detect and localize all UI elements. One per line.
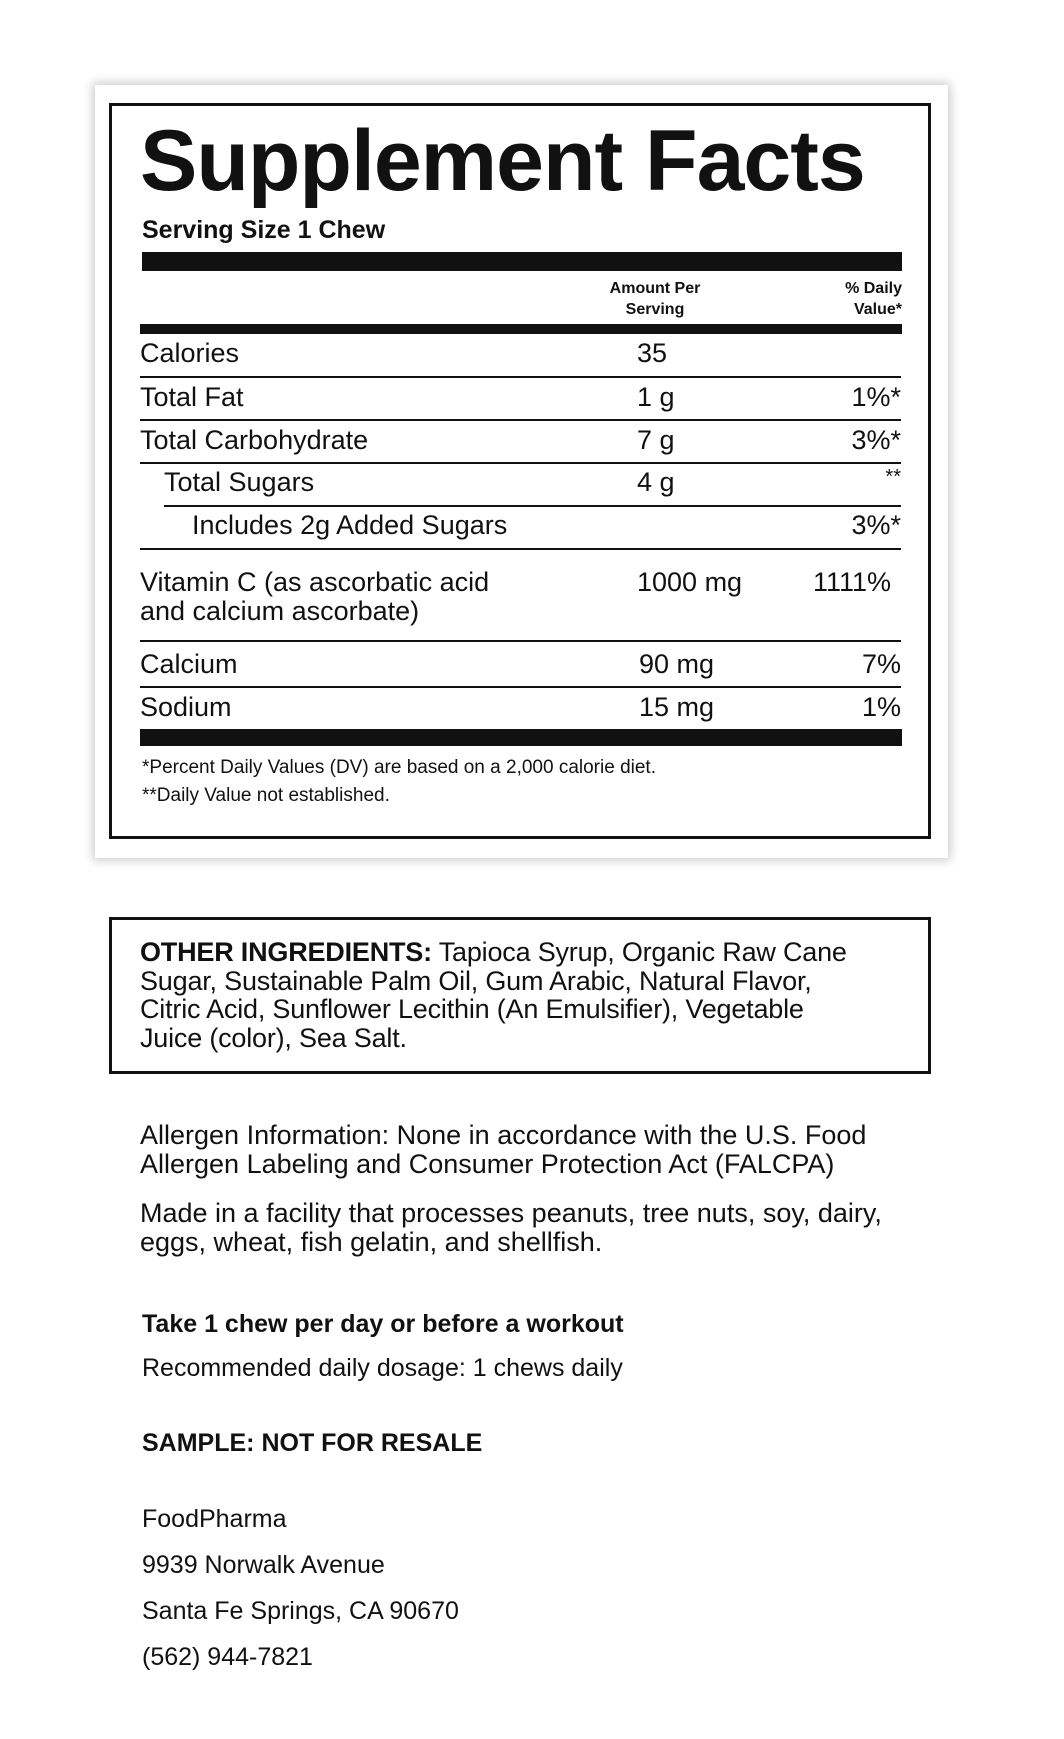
company-phone: (562) 944-7821 [142, 1643, 313, 1671]
directions-text: Recommended daily dosage: 1 chews daily [142, 1354, 623, 1382]
sample-notice: SAMPLE: NOT FOR RESALE [142, 1429, 483, 1457]
dv-header-line2: Value* [853, 301, 902, 318]
facility-statement [140, 1199, 940, 1256]
footnotes [142, 754, 656, 810]
facility-line2: eggs, wheat, fish gelatin, and shellfish. [140, 1226, 603, 1257]
nutrient-row [164, 464, 901, 507]
nutrient-name-line2: and calcium ascorbate) [140, 596, 420, 626]
nutrient-dv: 1%* [851, 382, 901, 412]
panel-title: Supplement Facts [140, 113, 865, 209]
thick-divider-bottom [140, 729, 902, 746]
nutrient-amount: 35 [637, 338, 668, 368]
nutrient-name: Calcium [140, 649, 238, 679]
nutrient-row [140, 688, 901, 731]
nutrient-dv: 1% [861, 692, 901, 722]
nutrient-name-line1: Vitamin C (as ascorbatic acid [140, 567, 490, 597]
nutrient-name: Total Carbohydrate [140, 425, 369, 455]
daily-value-header [780, 278, 902, 320]
nutrient-row [140, 378, 901, 421]
nutrient-amount: 90 mg [639, 649, 715, 679]
ingredients-line1: Tapioca Syrup, Organic Raw Cane [431, 937, 847, 967]
serving-size: Serving Size 1 Chew [142, 216, 386, 244]
nutrient-name: Total Fat [140, 382, 244, 412]
nutrient-dv: ** [885, 466, 901, 488]
amount-header-line2: Serving [625, 301, 685, 318]
dv-header-line1: % Daily [845, 280, 902, 297]
ingredients-text [140, 938, 900, 1052]
company-name: FoodPharma [142, 1505, 287, 1533]
nutrient-row [140, 333, 901, 378]
footnote-not-established: **Daily Value not established. [142, 785, 390, 806]
nutrient-name: Sodium [140, 692, 232, 722]
nutrient-table [140, 333, 901, 731]
ingredients-line4: Juice (color), Sea Salt. [140, 1022, 407, 1053]
nutrient-row [140, 550, 901, 642]
thick-divider-top [142, 252, 902, 271]
nutrient-amount: 4 g [637, 467, 675, 497]
company-street: 9939 Norwalk Avenue [142, 1551, 385, 1579]
allergen-line2: Allergen Labeling and Consumer Protection Act (FALCPA) [140, 1148, 835, 1179]
nutrient-amount: 15 mg [639, 692, 715, 722]
amount-per-serving-header [580, 278, 730, 320]
nutrient-row [140, 421, 901, 464]
nutrient-amount: 1 g [637, 382, 675, 412]
nutrient-dv: 3%* [851, 425, 901, 455]
nutrient-dv: 7% [861, 649, 901, 679]
nutrient-name [140, 568, 489, 626]
company-city: Santa Fe Springs, CA 90670 [142, 1597, 459, 1625]
footnote-dv: *Percent Daily Values (DV) are based on a 2,000 calorie diet. [142, 757, 656, 778]
ingredients-line3: Citric Acid, Sunflower Lecithin (An Emulsifier), Vegetable [140, 994, 804, 1024]
nutrient-name: Includes 2g Added Sugars [192, 510, 508, 540]
allergen-information [140, 1121, 940, 1178]
nutrient-name: Total Sugars [164, 467, 315, 497]
facility-line1: Made in a facility that processes peanuts, tree nuts, soy, dairy, [140, 1198, 882, 1228]
directions-title: Take 1 chew per day or before a workout [142, 1310, 624, 1338]
nutrient-amount: 1000 mg [637, 567, 743, 597]
nutrient-dv: 1111% [812, 567, 891, 597]
nutrient-dv: 3%* [851, 510, 901, 540]
nutrient-name: Calories [140, 338, 240, 368]
amount-header-line1: Amount Per [609, 280, 701, 297]
nutrient-row [140, 642, 901, 688]
ingredients-label: OTHER INGREDIENTS: [140, 937, 432, 967]
ingredients-line2: Sugar, Sustainable Palm Oil, Gum Arabic, Natural Flavor, [140, 965, 812, 996]
allergen-line1: Allergen Information: None in accordance with the U.S. Food [140, 1120, 867, 1150]
nutrient-row [140, 507, 901, 550]
nutrient-amount: 7 g [637, 425, 675, 455]
